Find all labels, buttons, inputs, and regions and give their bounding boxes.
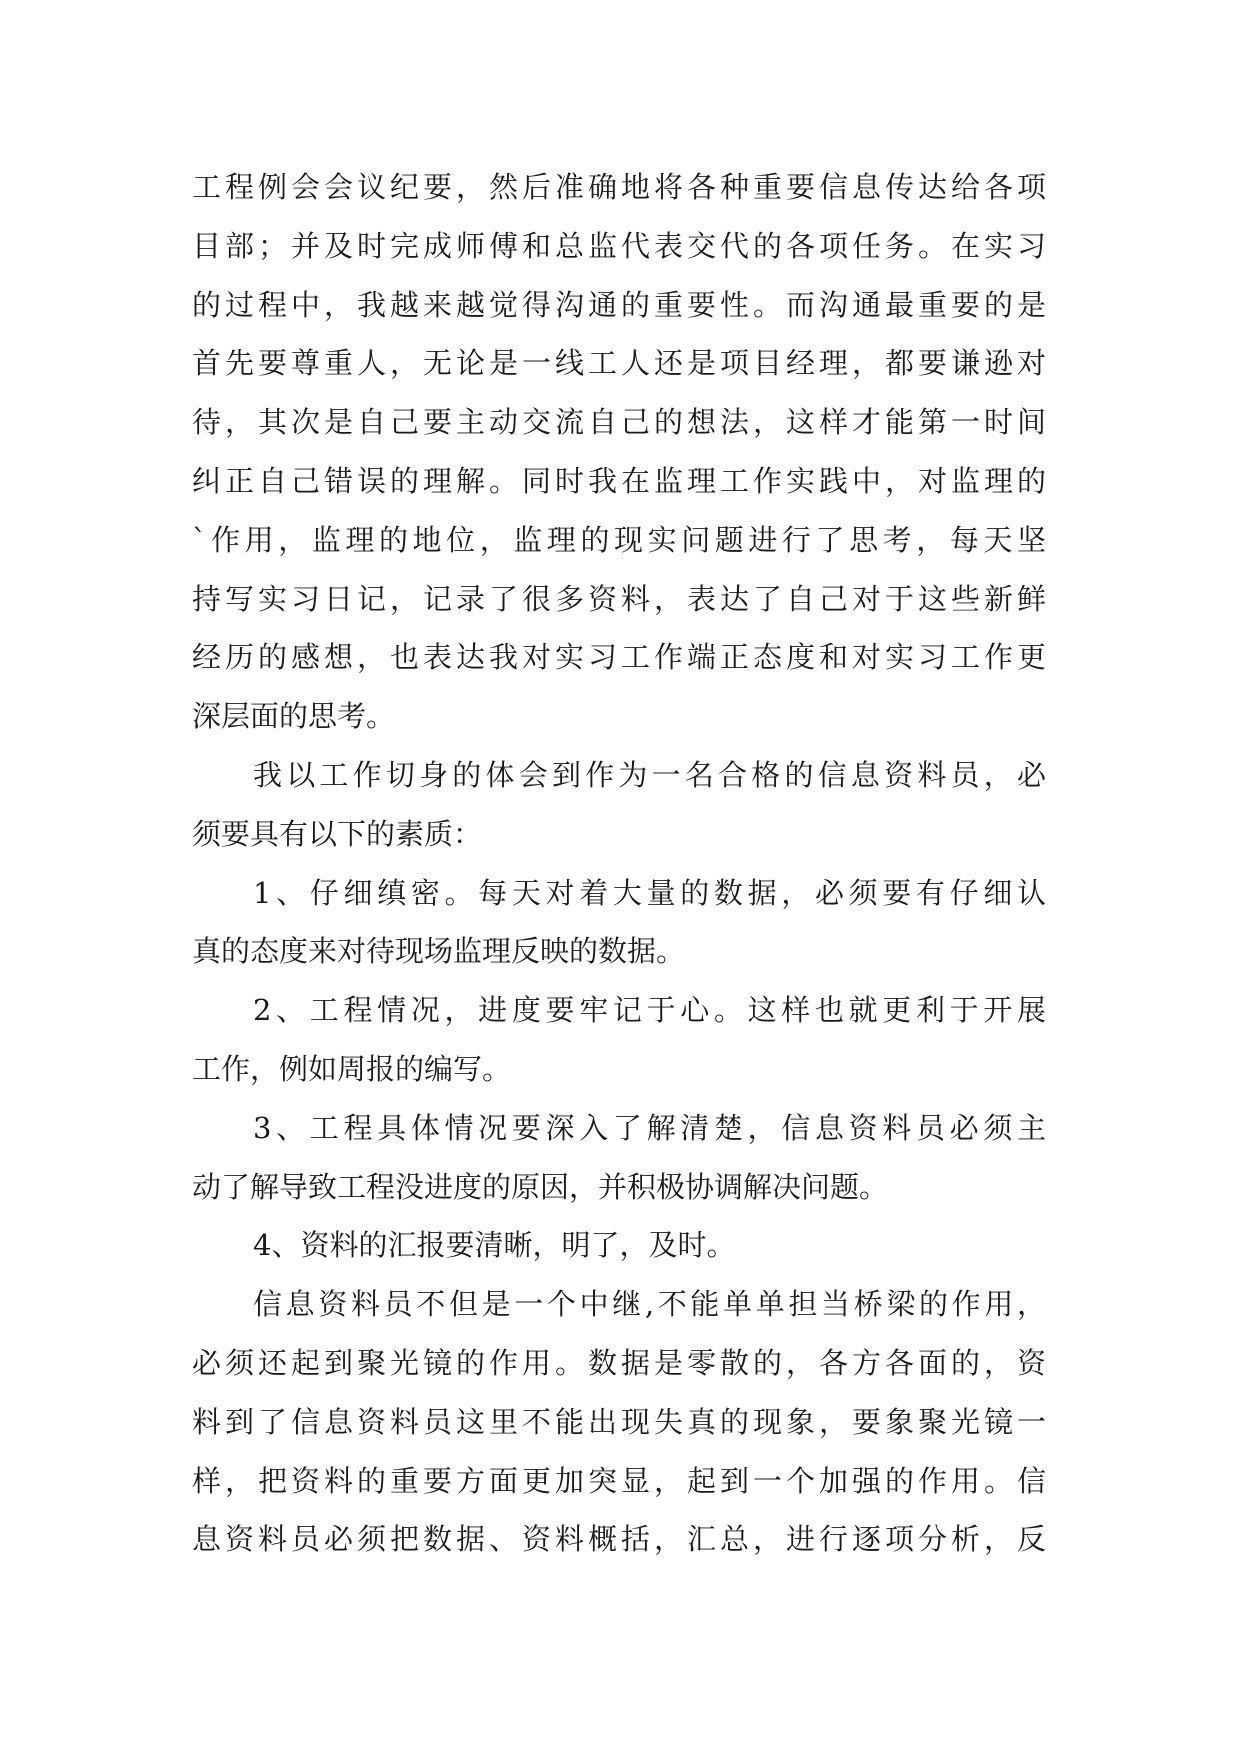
text-line: 纠正自己错误的理解。同时我在监理工作实践中，对监理的: [192, 463, 1046, 498]
text-line: 真的态度来对待现场监理反映的数据。: [192, 934, 686, 969]
text-line: `作用，监理的地位，监理的现实问题进行了思考，每天坚: [192, 522, 1046, 557]
text-line: 首先要尊重人，无论是一线工人还是项目经理，都要谦逊对: [192, 346, 1046, 381]
text-line: 动了解导致工程没进度的原因，并积极协调解决问题。: [192, 1169, 889, 1204]
list-item: [192, 1099, 1046, 1217]
text-line: 须要具有以下的素质：: [192, 816, 483, 851]
text-line: 信息资料员不但是一个中继,不能单单担当桥梁的作用，: [253, 1287, 1046, 1322]
list-item: [192, 864, 1046, 982]
text-line: 3、工程具体情况要深入了解清楚，信息资料员必须主: [253, 1110, 1046, 1145]
text-line: 持写实习日记，记录了很多资料，表达了自己对于这些新鲜: [192, 581, 1046, 616]
text-line: 必须还起到聚光镜的作用。数据是零散的，各方各面的，资: [192, 1345, 1046, 1380]
text-line: 经历的感想，也表达我对实习工作端正态度和对实习工作更: [192, 640, 1046, 675]
text-line: 目部；并及时完成师傅和总监代表交代的各项任务。在实习: [192, 228, 1046, 263]
text-line: 料到了信息资料员这里不能出现失真的现象，要象聚光镜一: [192, 1404, 1046, 1439]
list-item: [192, 1216, 1046, 1275]
text-line: 我以工作切身的体会到作为一名合格的信息资料员，必: [253, 757, 1046, 792]
text-line: 息资料员必须把数据、资料概括，汇总，进行逐项分析，反: [192, 1522, 1046, 1557]
text-line: 深层面的思考。: [192, 699, 396, 734]
text-line: 的过程中，我越来越觉得沟通的重要性。而沟通最重要的是: [192, 287, 1046, 322]
paragraph: [192, 158, 1046, 746]
text-line: 工作，例如周报的编写。: [192, 1051, 512, 1086]
text-line: 2、工程情况，进度要牢记于心。这样也就更利于开展: [253, 993, 1046, 1028]
text-line: 4、资料的汇报要清晰，明了，及时。: [253, 1228, 736, 1263]
text-line: 1、仔细缜密。每天对着大量的数据，必须要有仔细认: [253, 875, 1046, 910]
text-line: 样，把资料的重要方面更加突显，起到一个加强的作用。信: [192, 1463, 1046, 1498]
list-item: [192, 981, 1046, 1099]
body-text: [192, 158, 1046, 1569]
paragraph: [192, 1275, 1046, 1569]
paragraph: [192, 746, 1046, 864]
text-line: 待，其次是自己要主动交流自己的想法，这样才能第一时间: [192, 405, 1046, 440]
text-line: 工程例会会议纪要，然后准确地将各种重要信息传达给各项: [192, 170, 1046, 204]
